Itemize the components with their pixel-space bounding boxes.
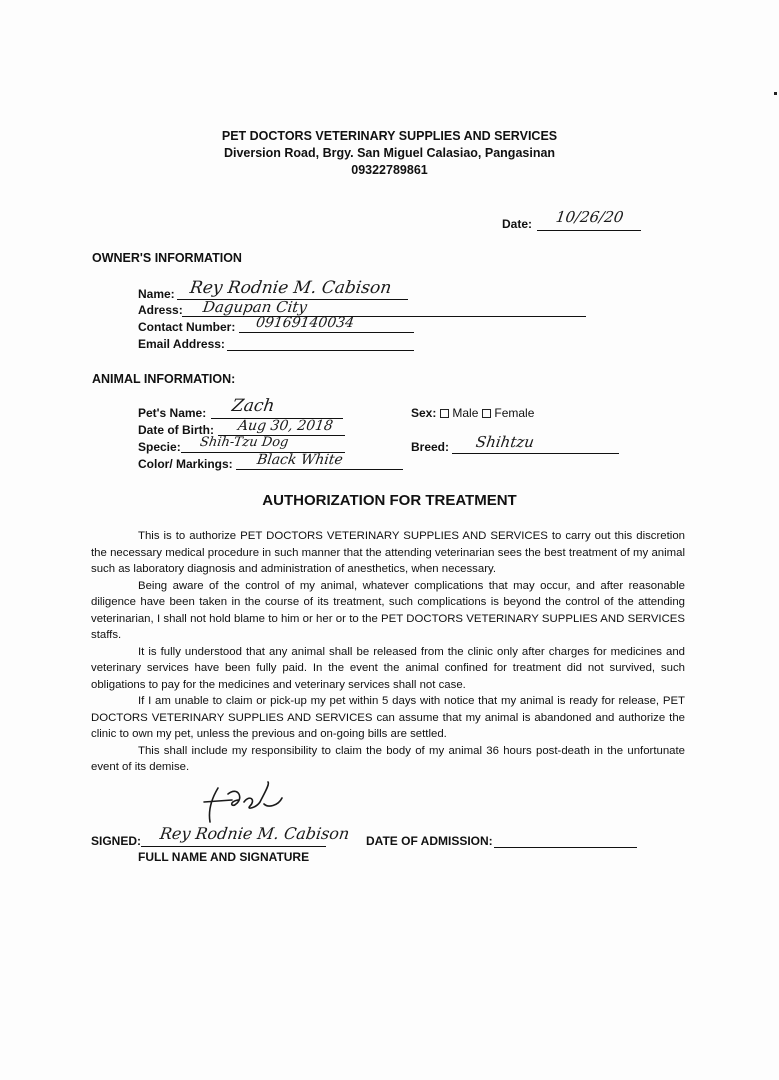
dob-field[interactable]: Aug 30, 2018 bbox=[236, 418, 335, 434]
email-label: Email Address: bbox=[138, 337, 225, 351]
signature-scribble bbox=[198, 780, 298, 828]
specie-field[interactable]: Shih-Tzu Dog bbox=[198, 435, 290, 450]
pet-name-label: Pet's Name: bbox=[138, 406, 207, 420]
clinic-address: Diversion Road, Brgy. San Miguel Calasiao, Pangasinan bbox=[223, 146, 556, 160]
owner-name-field[interactable]: Rey Rodnie M. Cabison bbox=[188, 278, 393, 298]
authorization-paragraph-3: It is fully understood that any animal shall be released from the clinic only after charges for medicines and veterinary services have been fully paid. In the event the animal confined for treatment did not survived, such obligations to pay for the medicines and veterinary services shall not case. bbox=[91, 645, 685, 691]
breed-field[interactable]: Shihtzu bbox=[474, 433, 536, 451]
sex-label: Sex: bbox=[411, 406, 437, 420]
owner-name-label: Name: bbox=[138, 287, 175, 301]
dob-label: Date of Birth: bbox=[138, 423, 214, 437]
contact-number-label: Contact Number: bbox=[138, 320, 236, 334]
authorization-paragraph-2: Being aware of the control of my animal, whatever complications that may occur, and after reasonable diligence have been taken in the course of its treatment, such complications is beyond the control of the attending veterinarian, I shall not hold blame to him or her or to the PET DOCTORS VETERINARY SUPPLIES AND SERVICES staffs. bbox=[91, 579, 685, 641]
scan-mark bbox=[774, 92, 777, 95]
date-of-admission-label: DATE OF ADMISSION: bbox=[366, 834, 493, 848]
female-label: Female bbox=[494, 406, 535, 420]
date-of-admission-line bbox=[494, 847, 637, 848]
specie-label: Specie: bbox=[138, 440, 181, 454]
female-checkbox[interactable] bbox=[482, 409, 491, 418]
date-value[interactable]: 10/26/20 bbox=[554, 208, 625, 226]
breed-line bbox=[452, 453, 619, 454]
authorization-paragraph-4: If I am unable to claim or pick-up my pet within 5 days with notice that my animal is ready for release, PET DOCTORS VETERINARY SUPPLIES AND SERVICES can assume that my animal is abandoned and authorize the clinic to own my pet, unless the previous and on-going bills are settled. bbox=[91, 695, 685, 740]
pet-name-field[interactable]: Zach bbox=[230, 396, 276, 416]
authorization-title: AUTHORIZATION FOR TREATMENT bbox=[262, 492, 517, 509]
date-line bbox=[537, 230, 641, 231]
email-line bbox=[227, 350, 414, 351]
signed-line bbox=[141, 846, 326, 847]
clinic-name: PET DOCTORS VETERINARY SUPPLIES AND SERVICES bbox=[221, 129, 558, 143]
clinic-phone: 09322789861 bbox=[351, 163, 428, 177]
animal-info-heading: ANIMAL INFORMATION: bbox=[92, 372, 236, 386]
date-label: Date: bbox=[502, 217, 533, 231]
sex-field bbox=[411, 406, 534, 420]
authorization-paragraph-5: This shall include my responsibility to claim the body of my animal 36 hours post-death in the unfortunate event of its demise. bbox=[91, 744, 685, 773]
male-checkbox[interactable] bbox=[440, 409, 449, 418]
male-label: Male bbox=[452, 406, 479, 420]
owner-address-label: Adress: bbox=[138, 303, 183, 317]
breed-label: Breed: bbox=[411, 440, 450, 454]
signed-label: SIGNED: bbox=[91, 834, 142, 848]
color-markings-label: Color/ Markings: bbox=[138, 457, 233, 471]
authorization-body bbox=[91, 528, 685, 776]
color-markings-field[interactable]: Black White bbox=[255, 452, 344, 468]
contact-number-line bbox=[239, 332, 414, 333]
full-name-signature-label: FULL NAME AND SIGNATURE bbox=[138, 850, 310, 864]
signed-field[interactable]: Rey Rodnie M. Cabison bbox=[158, 824, 351, 843]
owner-info-heading: OWNER'S INFORMATION bbox=[92, 251, 242, 265]
contact-number-field[interactable]: 09169140034 bbox=[254, 315, 356, 331]
color-markings-line bbox=[236, 469, 403, 470]
owner-address-field[interactable]: Dagupan City bbox=[201, 298, 309, 316]
owner-address-line bbox=[182, 316, 586, 317]
authorization-paragraph-1: This is to authorize PET DOCTORS VETERINARY SUPPLIES AND SERVICES to carry out this discretion the necessary medical procedure in such manner that the attending veterinarian sees the best treatment of my animal such as laboratory diagnosis and administration of anesthetics, when necessary. bbox=[91, 530, 685, 575]
